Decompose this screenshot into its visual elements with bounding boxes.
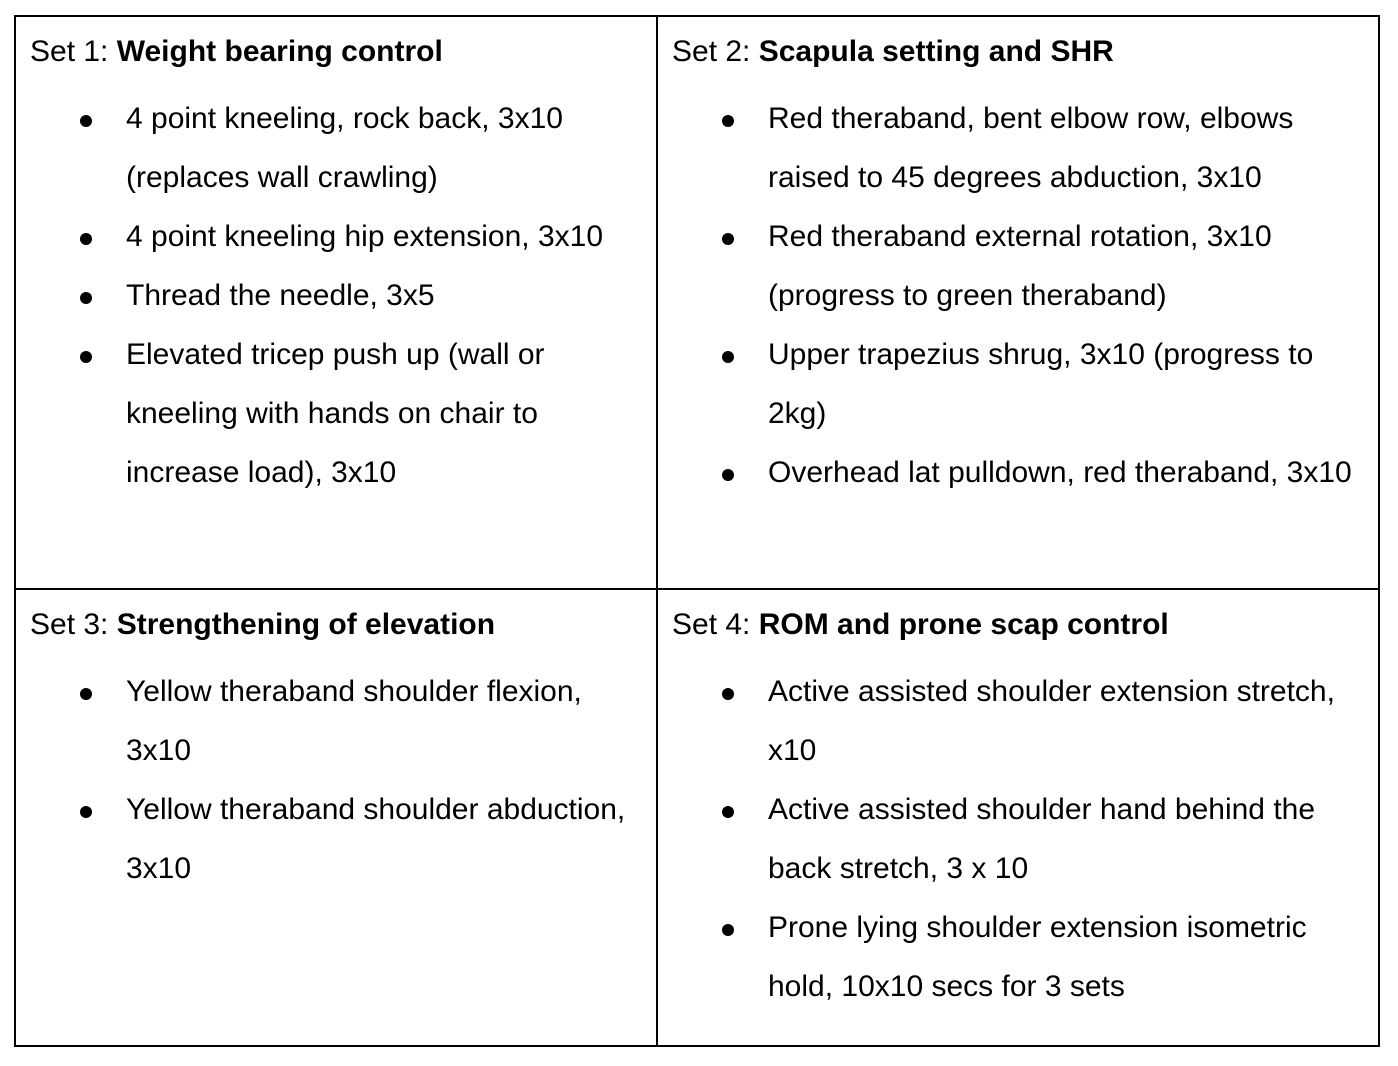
set-1-title: Weight bearing control (116, 35, 443, 68)
set-4-list (672, 662, 1380, 1016)
set-1-heading (30, 33, 656, 71)
list-item (30, 266, 656, 325)
list-item-line: 3x10 (126, 852, 192, 885)
list-item-line: x10 (768, 734, 817, 767)
list-item-line: Prone lying shoulder extension isometric (768, 911, 1307, 944)
bullet-icon (722, 469, 734, 481)
bullet-icon (80, 688, 92, 700)
bullet-icon (722, 233, 734, 245)
bullet-icon (722, 806, 734, 818)
bullet-icon (722, 688, 734, 700)
list-item (672, 443, 1380, 502)
set-4-heading (672, 606, 1380, 644)
set-4-prefix: Set 4: (672, 608, 759, 641)
bullet-icon (80, 292, 92, 304)
bullet-icon (722, 924, 734, 936)
list-item (30, 325, 656, 502)
list-item (672, 780, 1380, 898)
set-4-title: ROM and prone scap control (758, 608, 1169, 641)
bullet-icon (80, 806, 92, 818)
set-3-title: Strengthening of elevation (116, 608, 496, 641)
list-item (672, 898, 1380, 1016)
set-2-title: Scapula setting and SHR (758, 35, 1114, 68)
set-2-prefix: Set 2: (672, 35, 759, 68)
list-item-line: 2kg) (768, 397, 827, 430)
list-item (672, 207, 1380, 325)
list-item-line: 3x10 (126, 734, 192, 767)
bullet-icon (80, 233, 92, 245)
list-item-line: Active assisted shoulder extension stretch, (768, 675, 1335, 708)
list-item-line: Active assisted shoulder hand behind the (768, 793, 1316, 826)
set-2-cell (658, 17, 1380, 588)
set-1-cell (16, 17, 656, 588)
list-item (672, 89, 1380, 207)
bullet-icon (80, 351, 92, 363)
list-item-line: (replaces wall crawling) (126, 161, 438, 194)
set-4-cell (658, 590, 1380, 1045)
list-item-line: hold, 10x10 secs for 3 sets (768, 970, 1125, 1003)
list-item-line: Thread the needle, 3x5 (126, 279, 435, 312)
set-2-heading (672, 33, 1380, 71)
list-item-line: kneeling with hands on chair to (126, 397, 538, 430)
bullet-icon (80, 115, 92, 127)
list-item-line: increase load), 3x10 (126, 456, 397, 489)
list-item-line: Overhead lat pulldown, red theraband, 3x10 (768, 456, 1352, 489)
set-3-heading (30, 606, 656, 644)
bullet-icon (722, 351, 734, 363)
exercise-table (14, 15, 1380, 1047)
list-item-line: 4 point kneeling, rock back, 3x10 (126, 102, 563, 135)
list-item-line: 4 point kneeling hip extension, 3x10 (126, 220, 604, 253)
list-item (672, 325, 1380, 443)
list-item (30, 662, 656, 780)
list-item (30, 207, 656, 266)
list-item (30, 89, 656, 207)
set-1-prefix: Set 1: (30, 35, 117, 68)
set-2-list (672, 89, 1380, 502)
list-item (672, 662, 1380, 780)
list-item-line: Red theraband, bent elbow row, elbows (768, 102, 1294, 135)
set-3-list (30, 662, 656, 898)
list-item-line: Elevated tricep push up (wall or (126, 338, 545, 371)
list-item-line: Red theraband external rotation, 3x10 (768, 220, 1272, 253)
list-item-line: back stretch, 3 x 10 (768, 852, 1029, 885)
set-3-prefix: Set 3: (30, 608, 117, 641)
list-item-line: Upper trapezius shrug, 3x10 (progress to (768, 338, 1314, 371)
column-divider (656, 17, 658, 1045)
bullet-icon (722, 115, 734, 127)
list-item-line: (progress to green theraband) (768, 279, 1167, 312)
list-item-line: raised to 45 degrees abduction, 3x10 (768, 161, 1262, 194)
list-item-line: Yellow theraband shoulder flexion, (126, 675, 582, 708)
set-1-list (30, 89, 656, 502)
list-item (30, 780, 656, 898)
set-3-cell (16, 590, 656, 1045)
list-item-line: Yellow theraband shoulder abduction, (126, 793, 626, 826)
